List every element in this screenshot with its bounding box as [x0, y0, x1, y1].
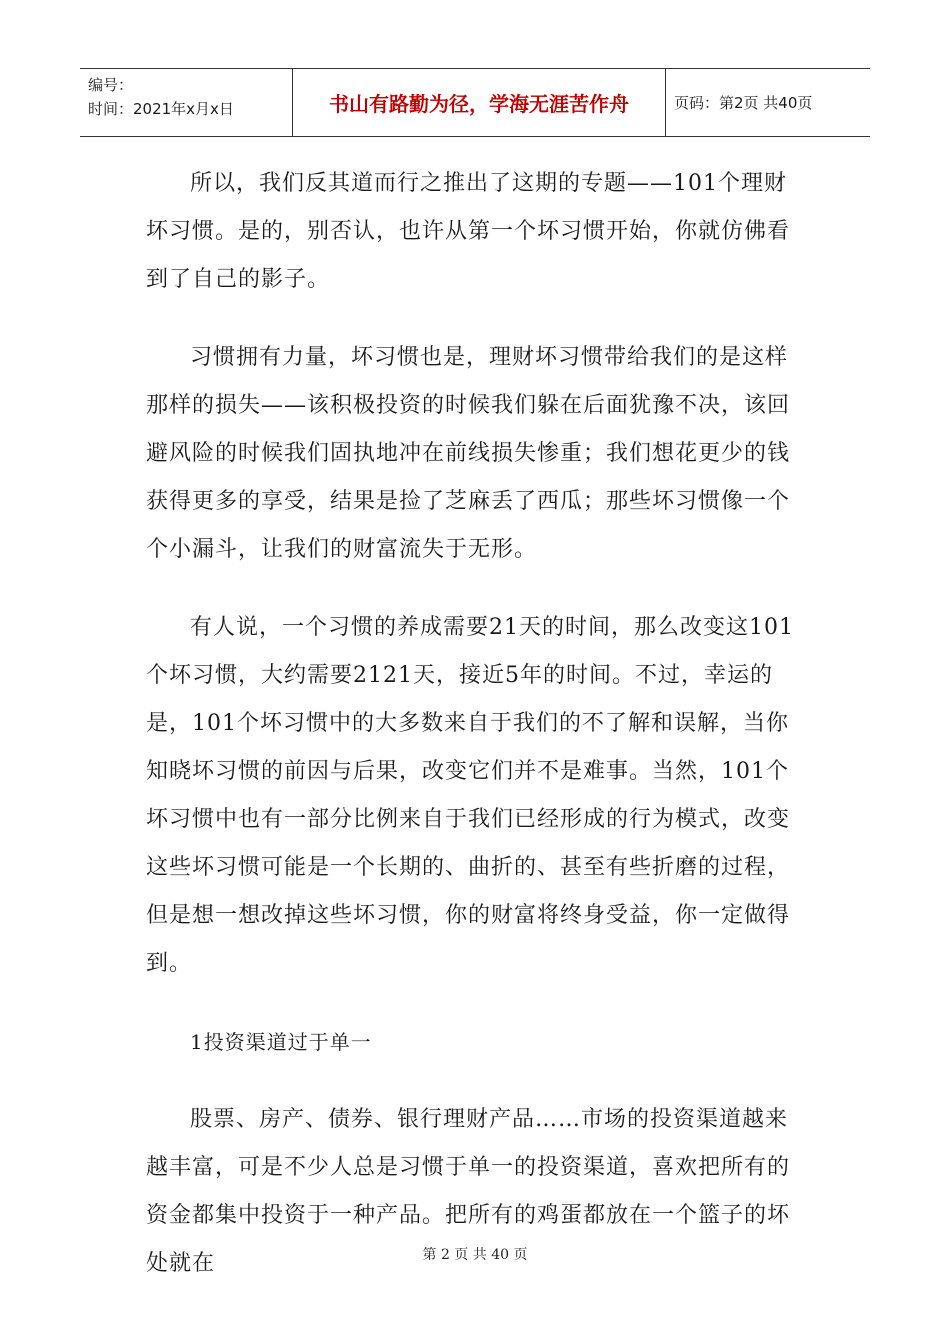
date-label: 时间：2021年x月x日: [88, 100, 234, 118]
page-footer: 第 2 页 共 40 页: [422, 1247, 528, 1263]
number-label: 编号：: [88, 76, 134, 94]
paragraph: 有人说，一个习惯的养成需要21天的时间，那么改变这101个坏习惯，大约需要2121天，接近5年的时间。不过，幸运的是，101个坏习惯中的大多数来自于我们的不了解和误解，当你知晓坏习惯的前因与后果，改变它们并不是难事。当然，101个坏习惯中也有一部分比例来自于我们已经形成的行为模式，改变这些坏习惯可能是一个长期的、曲折的、甚至有些折磨的过程，但是想一想改掉这些坏习惯，你的财富将终身受益，你一定做得到。: [146, 615, 794, 976]
header-page-info: 页码：第2页 共40页: [674, 94, 813, 112]
paragraph: 股票、房产、债券、银行理财产品……市场的投资渠道越来越丰富，可是不少人总是习惯于单一的投资渠道，喜欢把所有的资金都集中投资于一种产品。把所有的鸡蛋都放在一个篮子的坏处就在: [146, 1107, 791, 1276]
paragraph: 习惯拥有力量，坏习惯也是，理财坏习惯带给我们的是这样那样的损失——该积极投资的时候我们躲在后面犹豫不决，该回避风险的时候我们固执地冲在前线损失惨重；我们想花更少的钱获得更多的享受，结果是捡了芝麻丢了西瓜；那些坏习惯像一个个小漏斗，让我们的财富流失于无形。: [146, 345, 791, 562]
paragraph: 所以，我们反其道而行之推出了这期的专题——101个理财坏习惯。是的，别否认，也许从第一个坏习惯开始，你就仿佛看到了自己的影子。: [146, 171, 791, 292]
section-heading: 1投资渠道过于单一: [190, 1030, 372, 1054]
page-header: [80, 68, 870, 137]
header-meta: [80, 69, 293, 136]
header-motto: 书山有路勤为径，学海无涯苦作舟: [293, 69, 666, 136]
document-body: [146, 160, 806, 1318]
